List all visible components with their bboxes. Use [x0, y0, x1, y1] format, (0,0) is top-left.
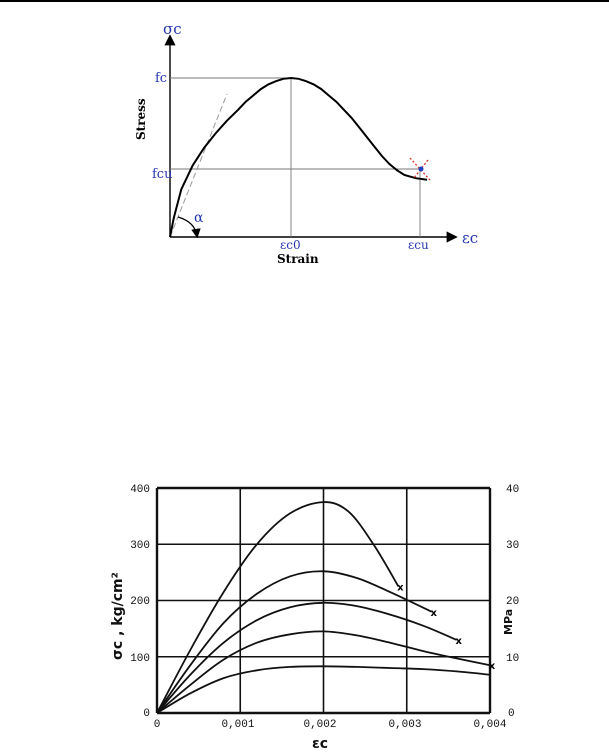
y-tick-label-right: 20	[506, 596, 520, 608]
failure-marker-curve-1: x	[397, 582, 404, 594]
y-tick-label-left: 300	[130, 540, 150, 552]
y-tick-label-left: 0	[143, 708, 150, 720]
x-tick-label: 0	[153, 719, 161, 731]
y-tick-label-left: 400	[130, 484, 150, 496]
x-axis-label: εc	[312, 736, 329, 752]
y-tick-label-right: 10	[506, 653, 520, 665]
x-tick-label: 0,004	[473, 719, 507, 731]
series-line-curve-3	[157, 603, 457, 713]
failure-markers	[397, 582, 496, 672]
angle-label: α	[194, 210, 204, 226]
y-tick-fc: fc	[155, 71, 168, 86]
failure-marker-curve-2: x	[430, 607, 437, 619]
y-tick-fcu: fcu	[152, 167, 173, 182]
x-axis-label: Strain	[277, 252, 319, 266]
y-tick-label-left: 200	[130, 596, 150, 608]
x-tick-ecu: εcu	[408, 238, 429, 252]
chart-grid	[157, 488, 490, 713]
x-tick-label: 0,003	[388, 719, 422, 731]
x-tick-label: 0,001	[221, 719, 255, 731]
y-axis-symbol: σc	[163, 20, 182, 38]
failure-marker-curve-4: x	[488, 661, 496, 673]
y-tick-label-right: 30	[506, 540, 520, 552]
y-axis-label: Stress	[134, 98, 148, 140]
x-tick-label: 0,002	[303, 719, 337, 731]
y-tick-label-left: 100	[130, 653, 150, 665]
y-tick-label-right: 40	[506, 484, 520, 496]
y-tick-label-right: 0	[508, 708, 515, 720]
x-tick-ec0: εc0	[280, 238, 301, 252]
failure-marker-curve-3: x	[455, 635, 462, 647]
y-axis-label-right: MPa	[502, 608, 515, 635]
y-axis-label-left: σc , kg/cm²	[110, 572, 126, 660]
x-axis-symbol: εc	[462, 229, 479, 247]
